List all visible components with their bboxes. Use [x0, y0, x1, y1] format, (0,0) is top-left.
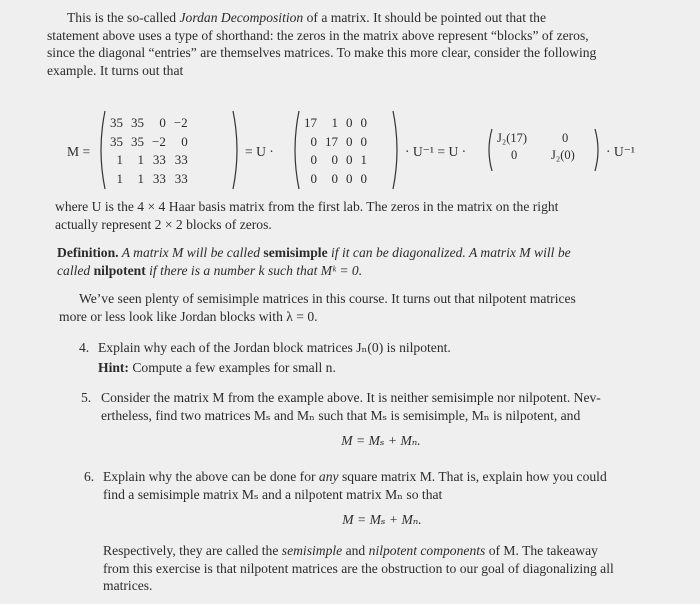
resp-text: and — [342, 543, 369, 558]
definition-text: A matrix M will be called — [118, 245, 264, 260]
item-6-equation: M = Mₛ + Mₙ. — [342, 512, 422, 527]
item-5-line-2: ertheless, find two matrices Mₛ and Mₙ such that Mₛ is semisimple, Mₙ is nilpotent, and — [101, 407, 581, 423]
nilpotent-components-emph: nilpotent components — [368, 543, 486, 558]
item-4 — [98, 339, 658, 376]
matrix-cell: 0 — [346, 152, 353, 167]
matrix-cell: 0 — [346, 115, 353, 130]
item-5-line-1: Consider the matrix M from the example above. It is neither semisimple nor nilpotent. Nev- — [101, 390, 601, 405]
where-line-1: where U is the 4 × 4 Haar basis matrix from the first lab. The zeros in the matrix on the right — [55, 199, 559, 214]
right-paren — [594, 128, 602, 172]
item-6-text: Explain why the above can be done for — [103, 469, 319, 484]
matrix-cell: 17 — [325, 133, 338, 149]
left-paren — [96, 110, 106, 190]
definition-text: if it can be diagonalized. A matrix M will be — [327, 245, 571, 260]
item-4-text: Explain why each of the Jordan block matrices Jₙ(0) is nilpotent. — [98, 340, 451, 355]
matrix-b — [300, 114, 371, 187]
intro-paragraph — [47, 9, 662, 79]
seen-line-2: more or less look like Jordan blocks with λ = 0. — [59, 308, 318, 324]
matrix-cell: 33 — [152, 152, 166, 167]
matrix-cell: 35 — [110, 115, 123, 130]
matrix-cell: 1 — [137, 170, 144, 186]
matrix-cell: 0 — [310, 133, 317, 149]
block-tr: 0 — [562, 131, 569, 145]
right-paren — [392, 110, 402, 190]
definition-text: if there is a number k such that Mᵏ = 0. — [145, 262, 363, 278]
respectively-paragraph — [103, 542, 661, 595]
intro-text: This is the so-called — [67, 10, 180, 25]
item-5 — [101, 389, 661, 450]
matrix-cell: 33 — [152, 170, 166, 186]
block-br: J₂(0) — [551, 148, 575, 162]
matrix-cell: 0 — [346, 133, 353, 149]
seen-paragraph — [59, 290, 660, 325]
matrix-cell: 1 — [331, 115, 338, 130]
matrix-cell: 33 — [174, 170, 188, 186]
matrix-cell: 35 — [110, 133, 123, 149]
semisimple-emph: semisimple — [281, 543, 343, 558]
matrix-cell: 0 — [331, 170, 338, 186]
intro-line-2: statement above uses a type of shorthand: the zeros in the matrix above represent “blocks” of zeros, — [47, 27, 589, 43]
where-line-2: actually represent 2 × 2 blocks of zeros. — [55, 216, 272, 232]
hint-text: Compute a few examples for small n. — [128, 359, 336, 375]
item-4-number: 4. — [79, 340, 90, 355]
intro-text: of a matrix. It should be pointed out that the — [303, 10, 546, 25]
matrix-cell: 35 — [131, 133, 144, 149]
matrix-cell: 35 — [131, 115, 144, 130]
matrix-cell: 0 — [360, 170, 367, 186]
semisimple-term: semisimple — [263, 245, 328, 260]
item-6-text: square matrix M. That is, explain how you could — [338, 469, 607, 484]
left-paren — [290, 110, 300, 190]
matrix-cell: 1 — [116, 170, 123, 186]
jordan-decomposition-term: Jordan Decomposition — [179, 10, 304, 25]
item-6-emph: any — [318, 469, 339, 484]
intro-line-1 — [47, 9, 662, 27]
matrix-cell: −2 — [173, 115, 188, 130]
matrix-cell: 0 — [159, 115, 166, 130]
matrix-cell: 0 — [310, 152, 317, 167]
resp-line-2: from this exercise is that nilpotent matrices are the obstruction to our goal of diagonalizing all — [103, 560, 614, 576]
matrix-cell: 0 — [360, 133, 367, 149]
intro-line-3: since the diagonal “entries” are themselves matrices. To make this more clear, consider the following — [47, 45, 597, 60]
matrix-cell: 0 — [360, 115, 367, 130]
resp-text: Respectively, they are called the — [103, 543, 282, 558]
equation-lhs: M = — [67, 144, 91, 159]
matrix-cell: 0 — [331, 152, 338, 167]
matrix-cell: 1 — [360, 152, 367, 167]
matrix-a — [106, 114, 192, 187]
definition-paragraph — [57, 244, 660, 279]
definition-text: called — [57, 262, 94, 278]
block-tl: J₂(17) — [497, 131, 528, 145]
matrix-cell: 0 — [346, 170, 353, 186]
matrix-cell: 1 — [137, 152, 144, 167]
hint-label: Hint: — [98, 359, 129, 375]
resp-text: of M. The takeaway — [485, 543, 598, 558]
nilpotent-term: nilpotent — [93, 262, 146, 278]
item-6 — [103, 468, 661, 529]
block-bl: 0 — [511, 148, 518, 162]
matrix-cell: −2 — [152, 133, 166, 149]
u-inverse-eq: · U⁻¹ = U · — [405, 144, 467, 159]
definition-heading: Definition. — [57, 245, 119, 260]
matrix-cell: 0 — [310, 170, 317, 186]
resp-line-3: matrices. — [103, 578, 153, 593]
intro-line-4: example. It turns out that — [47, 62, 184, 78]
item-5-number: 5. — [81, 390, 92, 405]
tail-u-inverse: · U⁻¹ — [606, 144, 635, 159]
matrix-cell: 17 — [304, 115, 317, 130]
item-5-equation: M = Mₛ + Mₙ. — [341, 433, 421, 448]
matrix-cell: 33 — [174, 152, 188, 167]
where-paragraph — [55, 198, 660, 233]
left-paren — [485, 128, 493, 172]
right-paren — [232, 110, 242, 190]
item-6-number: 6. — [84, 469, 95, 484]
equals-u: = U · — [245, 144, 274, 159]
matrix-cell: 1 — [116, 152, 123, 167]
matrix-cell: 0 — [181, 133, 188, 149]
seen-line-1: We’ve seen plenty of semisimple matrices in this course. It turns out that nilpotent matrices — [79, 291, 576, 306]
item-6-line-2: find a semisimple matrix Mₛ and a nilpotent matrix Mₙ so that — [103, 486, 443, 502]
